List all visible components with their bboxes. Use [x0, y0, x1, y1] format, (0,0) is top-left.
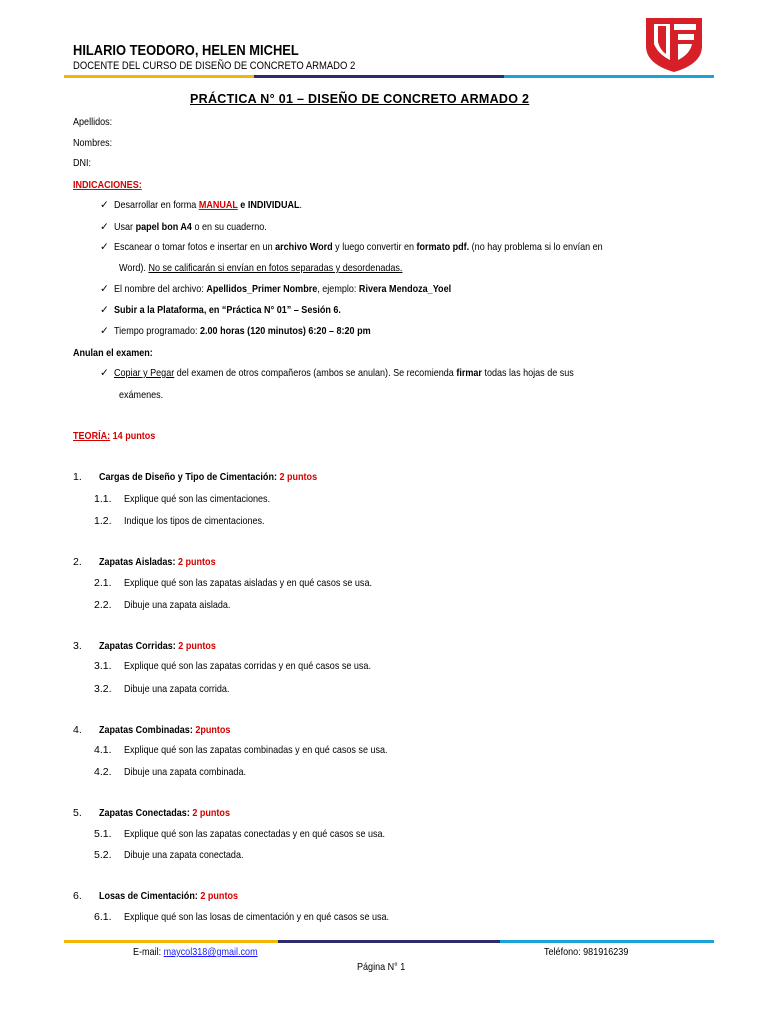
- section-heading: 1. Cargas de Diseño y Tipo de Cimentación: 2 puntos: [73, 471, 318, 483]
- checkmark-icon: ✓: [100, 221, 109, 233]
- section-heading: 3. Zapatas Corridas: 2 puntos: [73, 640, 216, 652]
- checkmark-icon: ✓: [100, 283, 109, 295]
- checkmark-icon: ✓: [100, 304, 109, 316]
- section-item: 1.2. Indique los tipos de cimentaciones.: [94, 515, 265, 527]
- section-item: 3.1. Explique qué son las zapatas corridas y en qué casos se usa.: [94, 660, 371, 672]
- field-dni: DNI:: [73, 157, 92, 169]
- section-heading: 5. Zapatas Conectadas: 2 puntos: [73, 807, 230, 819]
- checkmark-icon: ✓: [100, 241, 109, 253]
- checkmark-icon: ✓: [100, 199, 109, 211]
- section-heading: 6. Losas de Cimentación: 2 puntos: [73, 890, 238, 902]
- footer-email: E-mail: maycol318@gmail.com: [133, 946, 258, 958]
- indicacion-item: ✓ Usar papel bon A4 o en su cuaderno.: [100, 221, 267, 233]
- section-item: 3.2. Dibuje una zapata corrida.: [94, 683, 230, 695]
- checkmark-icon: ✓: [100, 325, 109, 337]
- indicacion-item: ✓ Tiempo programado: 2.00 horas (120 minutos) 6:20 – 8:20 pm: [100, 325, 371, 337]
- checkmark-icon: ✓: [100, 367, 109, 379]
- section-heading: 2. Zapatas Aisladas: 2 puntos: [73, 556, 216, 568]
- field-nombres: Nombres:: [73, 137, 113, 149]
- anulan-item-continued: exámenes.: [119, 389, 164, 401]
- anulan-heading: Anulan el examen:: [73, 347, 153, 359]
- indicacion-item: ✓ El nombre del archivo: Apellidos_Primer Nombre, ejemplo: Rivera Mendoza_Yoel: [100, 283, 452, 295]
- page-title: PRÁCTICA N° 01 – DISEÑO DE CONCRETO ARMADO 2: [190, 92, 530, 106]
- teoria-heading: TEORÍA: 14 puntos: [73, 430, 156, 442]
- field-apellidos: Apellidos:: [73, 116, 113, 128]
- section-item: 5.2. Dibuje una zapata conectada.: [94, 849, 244, 861]
- footer-phone: Teléfono: 981916239: [544, 946, 629, 958]
- section-item: 1.1. Explique qué son las cimentaciones.: [94, 493, 271, 505]
- section-item: 2.1. Explique qué son las zapatas aisladas y en qué casos se usa.: [94, 577, 372, 589]
- indicacion-item: ✓ Escanear o tomar fotos e insertar en un archivo Word y luego convertir en formato pdf. (no hay problema si lo envían en: [100, 241, 603, 253]
- section-item: 6.1. Explique qué son las losas de cimentación y en qué casos se usa.: [94, 911, 390, 923]
- indicaciones-heading: INDICACIONES:: [73, 179, 142, 191]
- university-shield-logo-icon: [644, 16, 704, 74]
- section-item: 5.1. Explique qué son las zapatas conectadas y en qué casos se usa.: [94, 828, 386, 840]
- section-item: 2.2. Dibuje una zapata aislada.: [94, 599, 231, 611]
- page-number: Página N° 1: [357, 961, 406, 973]
- anulan-item: ✓ Copiar y Pegar del examen de otros compañeros (ambos se anulan). Se recomienda firmar todas las hojas de sus: [100, 367, 574, 379]
- indicacion-item-continued: Word). No se calificarán si envían en fotos separadas y desordenadas.: [119, 262, 403, 274]
- section-heading: 4. Zapatas Combinadas: 2puntos: [73, 724, 231, 736]
- section-item: 4.2. Dibuje una zapata combinada.: [94, 766, 246, 778]
- email-link[interactable]: maycol318@gmail.com: [163, 946, 258, 958]
- section-item: 4.1. Explique qué son las zapatas combinadas y en qué casos se usa.: [94, 744, 388, 756]
- header-name: HILARIO TEODORO, HELEN MICHEL: [73, 42, 299, 59]
- header-subtitle: DOCENTE DEL CURSO DE DISEÑO DE CONCRETO ARMADO 2: [73, 60, 356, 72]
- indicacion-item: ✓ Desarrollar en forma MANUAL e INDIVIDUAL.: [100, 199, 303, 211]
- indicacion-item: ✓ Subir a la Plataforma, en “Práctica N° 01” – Sesión 6.: [100, 304, 341, 316]
